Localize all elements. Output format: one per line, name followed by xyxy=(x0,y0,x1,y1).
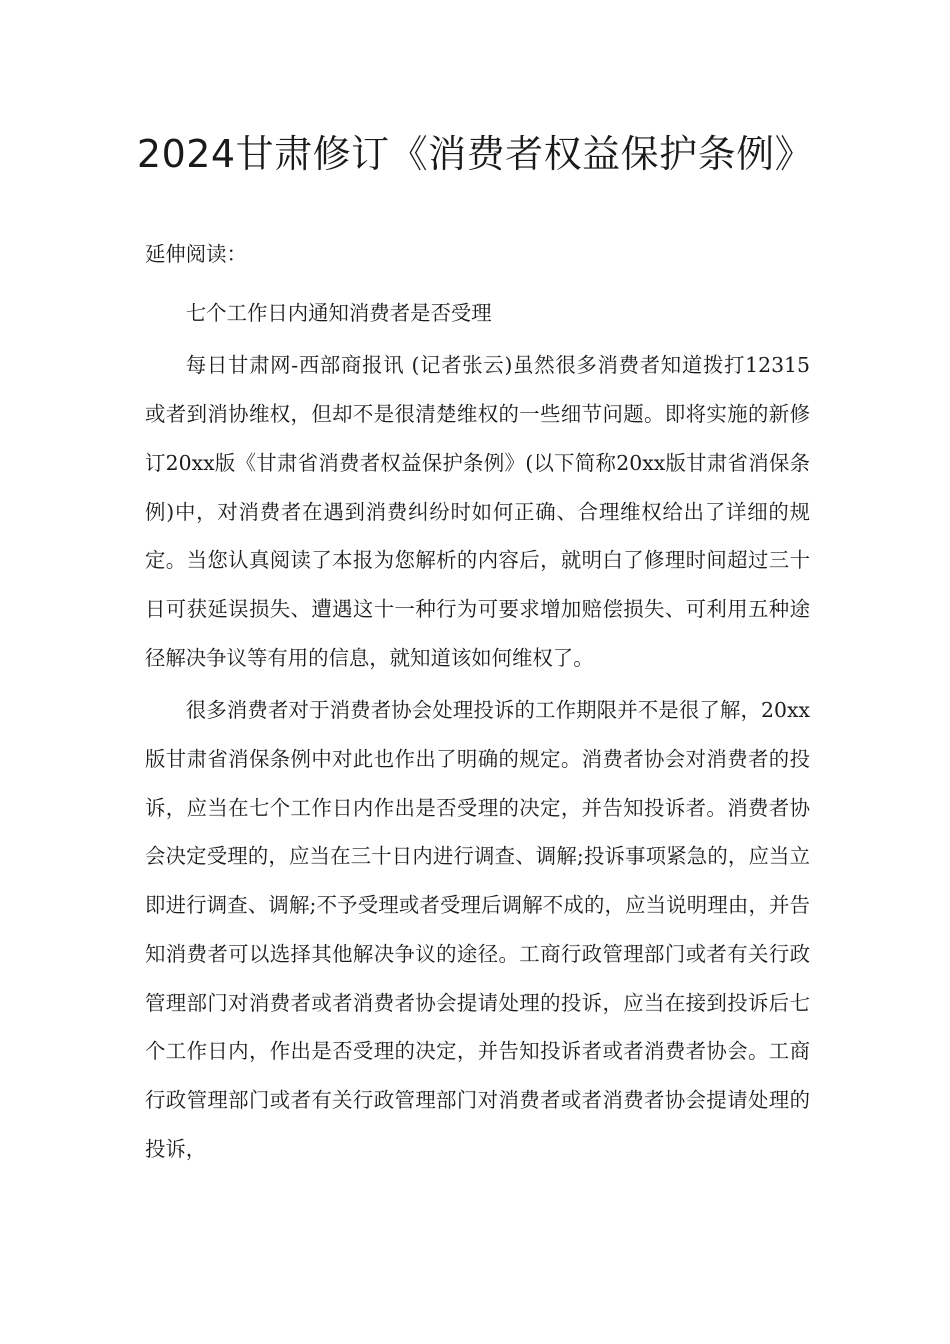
paragraph-1: 每日甘肃网-西部商报讯 (记者张云)虽然很多消费者知道拨打12315或者到消协维权，但却不是很清楚维权的一些细节问题。即将实施的新修订20xx版《甘肃省消费者权益保护条例》(以下简称20xx版甘肃省消保条例)中，对消费者在遇到消费纠纷时如何正确、合理维权给出了详细的规定。当您认真阅读了本报为您解析的内容后，就明白了修理时间超过三十日可获延误损失、遭遇这十一种行为可要求增加赔偿损失、可利用五种途径解决争议等有用的信息，就知道该如何维权了。 xyxy=(145,353,810,670)
subheading: 七个工作日内通知消费者是否受理 xyxy=(185,300,492,325)
document-body xyxy=(145,230,810,1173)
paragraph-2: 很多消费者对于消费者协会处理投诉的工作期限并不是很了解，20xx版甘肃省消保条例中对此也作出了明确的规定。消费者协会对消费者的投诉，应当在七个工作日内作出是否受理的决定，并告知投诉者。消费者协会决定受理的，应当在三十日内进行调查、调解;投诉事项紧急的，应当立即进行调查、调解;不予受理或者受理后调解不成的，应当说明理由，并告知消费者可以选择其他解决争议的途径。工商行政管理部门或者有关行政管理部门对消费者或者消费者协会提请处理的投诉，应当在接到投诉后七个工作日内，作出是否受理的决定，并告知投诉者或者消费者协会。工商行政管理部门或者有关行政管理部门对消费者或者消费者协会提请处理的投诉， xyxy=(145,698,810,1161)
document-title: 2024甘肃修订《消费者权益保护条例》 xyxy=(136,132,814,176)
section-label: 延伸阅读： xyxy=(145,242,247,266)
